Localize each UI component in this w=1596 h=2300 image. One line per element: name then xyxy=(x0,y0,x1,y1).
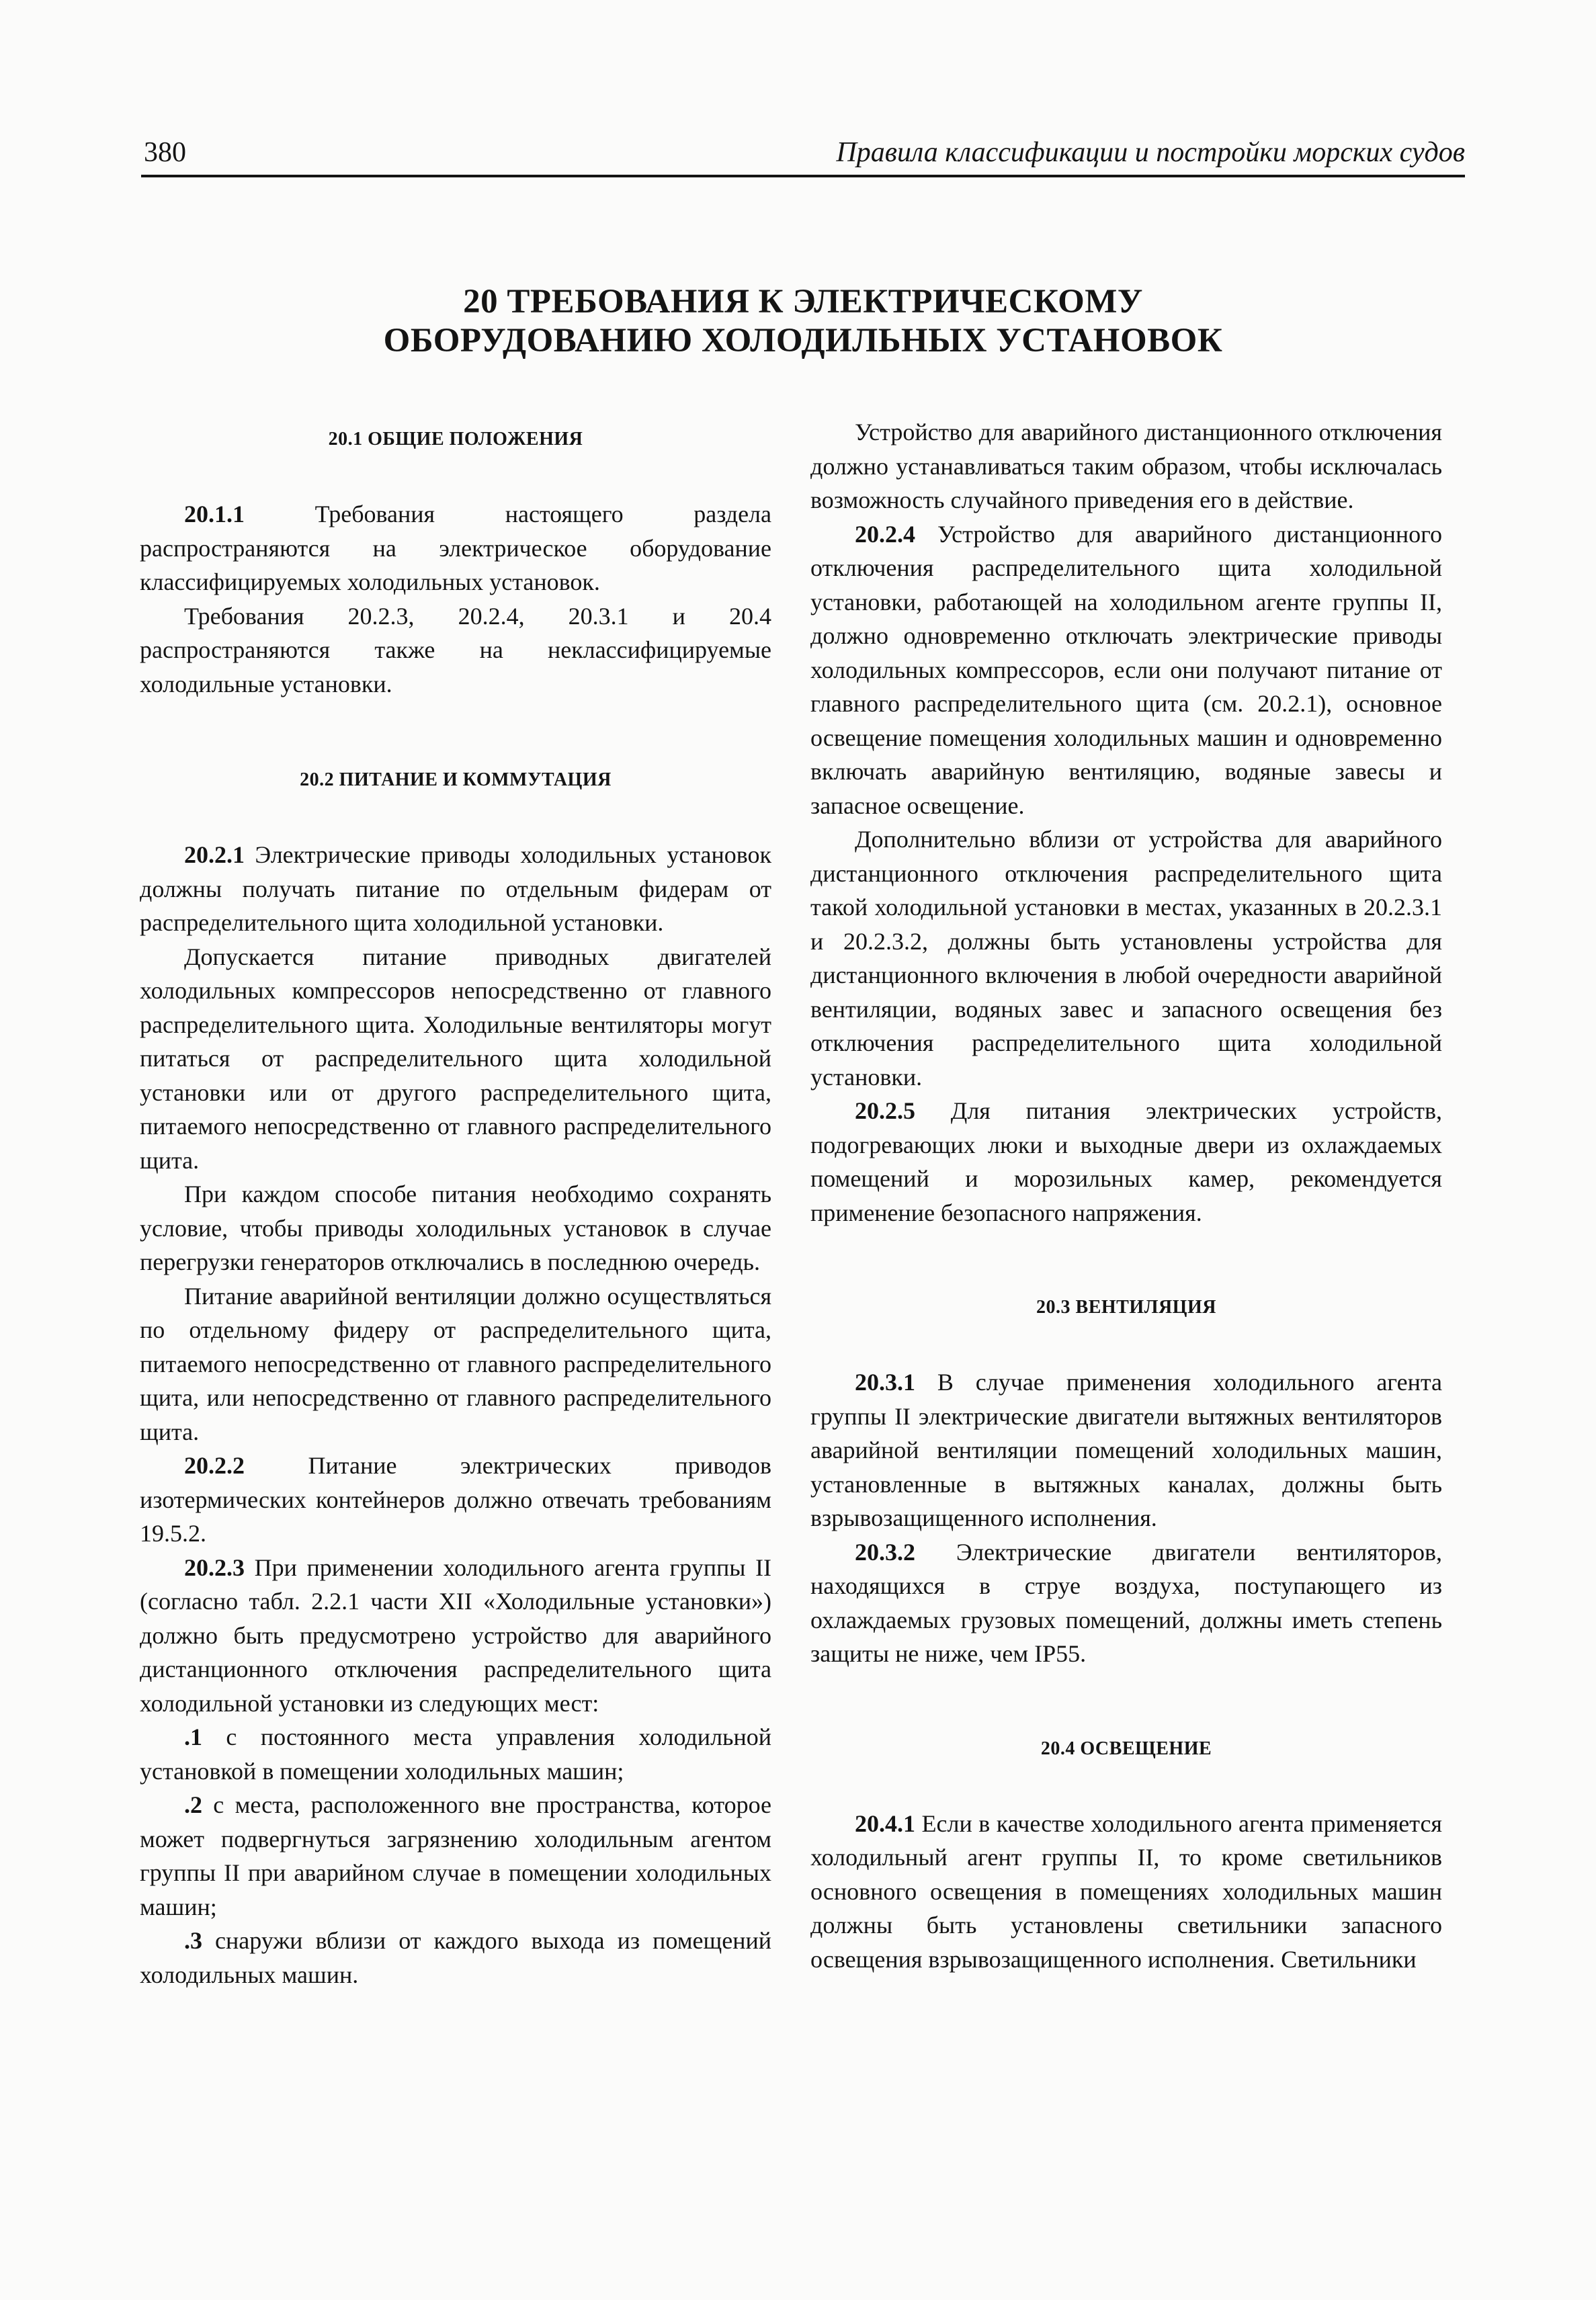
clause-text: Электрические приводы холодильных установок должны получать питание по отдельным фидерам от распределительного щита холодильной установки. xyxy=(140,841,771,936)
paragraph-20-2-5 xyxy=(810,1094,1442,1230)
section-heading-20-2: 20.2 ПИТАНИЕ И КОММУТАЦИЯ xyxy=(300,769,612,790)
section-heading-20-1: 20.1 ОБЩИЕ ПОЛОЖЕНИЯ xyxy=(328,429,583,450)
clause-text: Если в качестве холодильного агента применяется холодильный агент группы II, то кроме светильников основного освещения в помещениях холодильных машин должны быть установлены светильники запасного освещения взрывозащищенного исполнения. Светильники xyxy=(810,1809,1442,1973)
item-text: снаружи вблизи от каждого выхода из помещений холодильных машин. xyxy=(140,1927,771,1988)
list-item-2 xyxy=(140,1788,771,1924)
chapter-title-line1: 20 ТРЕБОВАНИЯ К ЭЛЕКТРИЧЕСКОМУ xyxy=(463,283,1143,321)
list-item-1 xyxy=(140,1720,771,1788)
list-item-3 xyxy=(140,1924,771,1992)
paragraph-20-2-1 xyxy=(140,838,771,940)
item-number: .1 xyxy=(184,1723,202,1750)
running-header xyxy=(141,133,1465,177)
clause-text: Устройство для аварийного дистанционного отключения распределительного щита холодильной установки, работающей на холодильном агенте группы II, должно одновременно отключать электрические приводы холодильных компрессоров, если они получают питание от главного распределительного щита (см. 20.2.1), основное освещение помещения холодильных машин и одновременно включать аварийную вентиляцию, водяные завесы и запасное освещение. xyxy=(810,520,1442,819)
running-title: Правила классификации и постройки морских судов xyxy=(836,137,1465,168)
clause-number: 20.2.4 xyxy=(855,520,915,548)
item-text: с постоянного места управления холодильной установкой в помещении холодильных машин; xyxy=(140,1723,771,1785)
clause-text: В случае применения холодильного агента группы II электрические двигатели вытяжных вентиляторов аварийной вентиляции помещений холодильных машин, установленные в вытяжных каналах, должны быть взрывозащищенного исполнения. xyxy=(810,1369,1442,1531)
clause-text: Электрические двигатели вентиляторов, находящихся в струе воздуха, поступающего из охлаждаемых грузовых помещений, должны иметь степень защиты не ниже, чем IP55. xyxy=(810,1538,1442,1667)
clause-number: 20.2.5 xyxy=(855,1097,915,1124)
item-text: с места, расположенного вне пространства, которое может подвергнуться загрязнению холодильным агентом группы II при аварийном случае в помещении холодильных машин; xyxy=(140,1791,771,1920)
paragraph-20-3-2 xyxy=(810,1535,1442,1671)
clause-text: Питание электрических приводов изотермических контейнеров должно отвечать требованиям 19.5.2. xyxy=(140,1452,771,1547)
paragraph-20-2-4 xyxy=(810,517,1442,823)
paragraph: Дополнительно вблизи от устройства для аварийного дистанционного отключения распределительного щита такой холодильной установки в местах, указанных в 20.2.3.1 и 20.2.3.2, должны быть установлены устройства для дистанционного включения в любой очередности аварийной вентиляции, водяных завес и запасного освещения без отключения распределительного щита холодильной установки. xyxy=(810,826,1442,1091)
clause-text: Для питания электрических устройств, подогревающих люки и выходные двери из охлаждаемых помещений и морозильных камер, рекомендуется применение безопасного напряжения. xyxy=(810,1097,1442,1226)
paragraph-20-2-3 xyxy=(140,1551,771,1721)
clause-number: 20.3.1 xyxy=(855,1369,915,1396)
paragraph: Допускается питание приводных двигателей холодильных компрессоров непосредственно от главного распределительного щита. Холодильные вентиляторы могут питаться от распределительного щита холодильной установки или от другого распределительного щита, питаемого непосредственно от главного распределительного щита. xyxy=(140,943,771,1174)
paragraph-20-1-1 xyxy=(140,497,771,599)
chapter-title xyxy=(141,282,1465,360)
paragraph-20-4-1 xyxy=(810,1807,1442,1977)
paragraph-20-3-1 xyxy=(810,1365,1442,1535)
left-column xyxy=(140,415,771,1992)
clause-number: 20.1.1 xyxy=(184,501,245,527)
section-heading-20-4: 20.4 ОСВЕЩЕНИЕ xyxy=(1040,1738,1212,1759)
page-number: 380 xyxy=(144,137,186,168)
paragraph: Питание аварийной вентиляции должно осуществляться по отдельному фидеру от распределительного щита, питаемого непосредственно от главного распределительного щита, или непосредственно от главного распределительного щита. xyxy=(140,1282,771,1445)
clause-text: При применении холодильного агента группы II (согласно табл. 2.2.1 части XII «Холодильные установки») должно быть предусмотрено устройство для аварийного дистанционного отключения распределительного щита холодильной установки из следующих мест: xyxy=(140,1553,771,1717)
paragraph: Требования 20.2.3, 20.2.4, 20.3.1 и 20.4 распространяются также на неклассифицируемые холодильные установки. xyxy=(140,602,771,697)
chapter-title-line2: ОБОРУДОВАНИЮ ХОЛОДИЛЬНЫХ УСТАНОВОК xyxy=(383,322,1223,359)
clause-number: 20.3.2 xyxy=(855,1538,915,1566)
item-number: .2 xyxy=(184,1791,202,1818)
section-heading-20-3: 20.3 ВЕНТИЛЯЦИЯ xyxy=(1036,1297,1216,1318)
clause-number: 20.2.3 xyxy=(184,1553,245,1581)
paragraph-20-2-2 xyxy=(140,1449,771,1551)
clause-text: Требования настоящего раздела распространяются на электрическое оборудование классифицируемых холодильных установок. xyxy=(140,501,771,595)
clause-number: 20.2.1 xyxy=(184,841,245,868)
clause-number: 20.2.2 xyxy=(184,1452,245,1479)
right-column xyxy=(810,415,1442,1976)
clause-number: 20.4.1 xyxy=(855,1809,915,1837)
paragraph: При каждом способе питания необходимо сохранять условие, чтобы приводы холодильных установок в случае перегрузки генераторов отключались в последнюю очередь. xyxy=(140,1181,771,1275)
paragraph-continued: Устройство для аварийного дистанционного отключения должно устанавливаться таким образом, чтобы исключалась возможность случайного приведения его в действие. xyxy=(810,419,1442,513)
item-number: .3 xyxy=(184,1927,202,1954)
